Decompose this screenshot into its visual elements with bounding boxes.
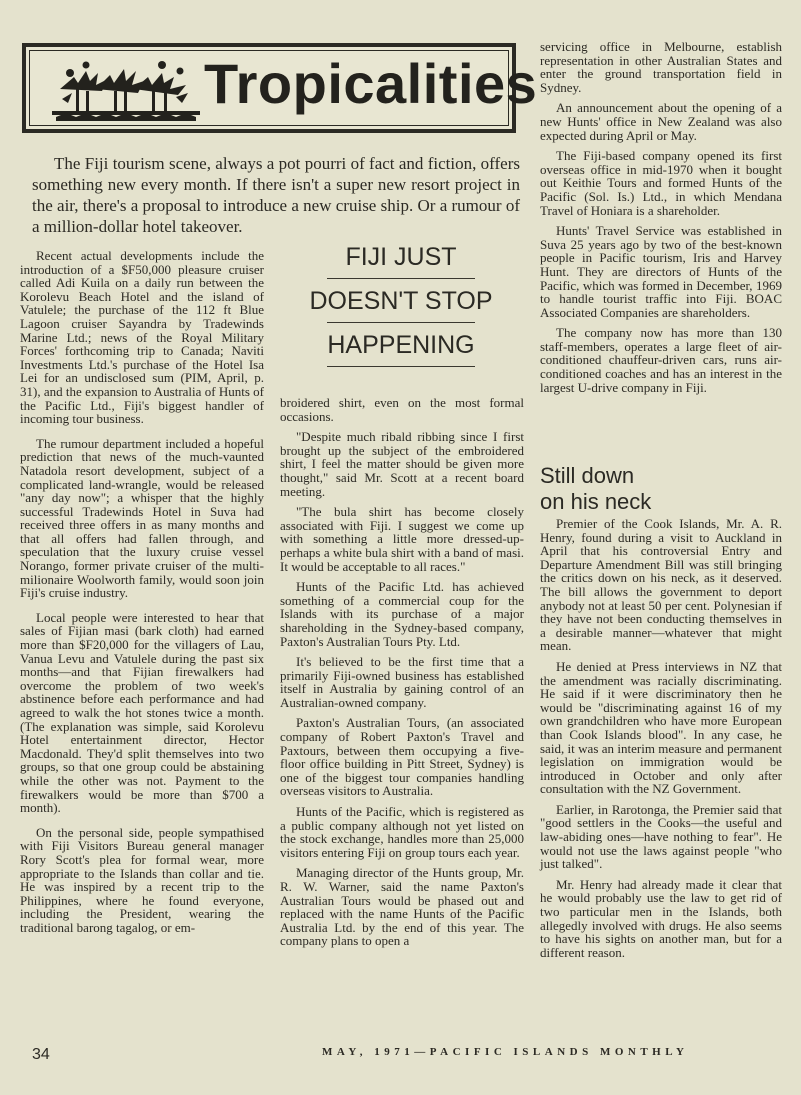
headline-line-3: HAPPENING: [327, 331, 475, 359]
paragraph: Paxton's Australian Tours, (an associated company of Robert Paxton's Travel and Paxtours, between them occupying a five-floor office building in Pitt Street, Sydney) is one of the biggest tour companies handling overseas visitors to Australia.: [280, 715, 524, 799]
footer-dateline: MAY, 1971—PACIFIC ISLANDS MONTHLY: [322, 1046, 689, 1058]
paragraph: An announcement about the opening of a new Hunts' office in New Zealand was also expected during April or May.: [540, 100, 782, 143]
paragraph: broidered shirt, even on the most formal occasions.: [280, 395, 524, 424]
headline-line-2: DOESN'T STOP: [309, 287, 493, 315]
paragraph: Managing director of the Hunts group, Mr. R. W. Warner, said the name Paxton's Australian Tours would be phased out and replaced with the name Hunts of the Pacific Australia Ltd. by the end of this year. The company plans to open a: [280, 865, 524, 949]
paragraph: The company now has more than 130 staff-members, operates a large fleet of air-conditioned chauffeur-driven cars, runs air-conditioned coaches and has an interest in the largest U-drive company in Fiji.: [540, 325, 782, 395]
column-3-lower: [540, 517, 782, 959]
headline-rule: [327, 366, 475, 367]
palm-trees-logo-icon: [52, 59, 200, 121]
paragraph: Recent actual developments include the introduction of a $F50,000 pleasure cruiser called Adi Kuila on a daily run between the Korolevu Beach Hotel and the island of Vatulele; the purchase of the 112 ft Blue Lagoon cruiser Sayandra by Tradewinds Marine Ltd.; news of the Royal Military Forces' forthcoming trip to Canada; Naviti Investments Ltd.'s purchase of the Hotel Isa Lei for an undisclosed sum (PIM, April, p. 31), and the expansion to Australia of Hunts of the Pacific Ltd., Fiji's biggest handler of incoming tour business.: [20, 248, 264, 427]
paragraph: servicing office in Melbourne, establish representation in other Australian States and enter the ground transportation field in Sydney.: [540, 39, 782, 95]
paragraph: Earlier, in Rarotonga, the Premier said that "good settlers in the Cooks—the useful and law-abiding ones—have nothing to fear". He would not use the laws against people "who just talked".: [540, 801, 782, 872]
article-headline: [300, 244, 502, 378]
paragraph: Premier of the Cook Islands, Mr. A. R. Henry, found during a visit to Auckland in April that his controversial Entry and Departure Amendment Bill was still bringing the critics down on his neck, as it deserved. The bill allows the government to deport anybody not at least 50 per cent. Polynesian if they have not been conducting themselves in a desirable manner—whatever that might mean.: [540, 516, 782, 654]
paragraph: "The bula shirt has become closely associated with Fiji. I suggest we come up with something a little more dressed-up-perhaps a white bula shirt with a band of masi. It would be acceptable to all races.": [280, 504, 524, 574]
paragraph: The Fiji-based company opened its first overseas office in mid-1970 when it bought out Keithie Tours and formed Hunts of the Pacific (Sol. Is.) Ltd., in which Mendana Travel of Honiara is a shareholder.: [540, 148, 782, 218]
banner-title: Tropicalities: [204, 52, 538, 115]
paragraph: It's believed to be the first time that a primarily Fiji-owned business has established itself in Australia by gaining control of an Australian-owned company.: [280, 654, 524, 710]
subheading-line-2: on his neck: [540, 489, 652, 514]
paragraph: He denied at Press interviews in NZ that the amendment was racially discriminating. He said if it were discriminatory then he would be "discriminating against 16 of my own grandchildren who have more European than Cook Islands blood". In any case, he said, it was an interim measure and permanent legislation on immigration would be introduced in October and only after consultation with the NZ Government.: [540, 658, 782, 797]
column-2: [280, 396, 524, 948]
column-3: [540, 40, 782, 394]
subheading-line-1: Still down: [540, 463, 635, 488]
intro-paragraph: The Fiji tourism scene, always a pot pourri of fact and fiction, offers something new every month. If there isn't a super new resort project in the air, there's a proposal to introduce a new cruise ship. Or a rumour of a million-dollar hotel takeover.: [32, 154, 520, 236]
paragraph: Hunts of the Pacific, which is registered as a public company although not yet listed on the stock exchange, handles more than 25,000 visitors entering Fiji on group tours each year.: [280, 804, 524, 860]
headline-line-1: FIJI JUST: [345, 243, 457, 271]
headline-rule: [327, 278, 475, 279]
paragraph: On the personal side, people sympathised with Fiji Visitors Bureau general manager Rory Scott's plea for formal wear, more appropriate to the Islands than collar and tie. He was inspired by a recent trip to the Philippines, where he found everyone, including the President, wearing the traditional barong tagalog, or em-: [20, 824, 264, 935]
page-number: 34: [32, 1046, 50, 1063]
paragraph: Hunts of the Pacific Ltd. has achieved something of a commercial coup for the Islands with its purchase of a major shareholding in the Sydney-based company, Paxton's Australian Tours Pty. Ltd.: [280, 579, 524, 649]
paragraph: Hunts' Travel Service was established in Suva 25 years ago by two of the best-known people in Pacific tourism, Iris and Harvey Hunt. They are directors of Hunts of the Pacific, which was formed in December, 1969 to handle tourist traffic into Fiji. BOAC Associated Companies are shareholders.: [540, 223, 782, 320]
paragraph: The rumour department included a hopeful prediction that news of the much-vaunted Natadola resort development, subject of a complicated land-wrangle, would be released "any day now"; a whisper that the highly successful Tradewinds Hotel in Suva had received three offers in as many months and that all offers had fallen through, and speculation that the luxury cruise vessel Norango, former private cruiser of the multi-milionaire Woolworth family, would soon join Fiji's cruise industry.: [20, 435, 264, 601]
headline-rule: [327, 322, 475, 323]
tropicalities-banner: [22, 43, 538, 133]
paragraph: Local people were interested to hear that sales of Fijian masi (bark cloth) had earned more than $F20,000 for the villagers of Lau, Vanua Levu and Vatulele during the past six months—and that Fijian firewalkers had overcome the problem of two week's abstinence before each performance and had agreed to walk the hot stones twice a month. (The explanation was simple, said Korolevu Hotel entertainment director, Hector Macdonald. They'd split themselves into two groups, so that one group could be abstaining while the other was not. Payment to the firewalkers would be more than $700 a month).: [20, 609, 264, 816]
paragraph: "Despite much ribald ribbing since I first brought up the subject of the embroidered shirt, I feel the matter should be given more thought," said Mr. Scott at a recent board meeting.: [280, 429, 524, 499]
subheading: [540, 463, 780, 515]
column-1: [20, 249, 264, 935]
paragraph: Mr. Henry had already made it clear that he would probably use the law to get rid of two particular men in the Islands, both allegedly involved with drugs. He also seems to have his sights on another man, but for a different reason.: [540, 876, 782, 960]
